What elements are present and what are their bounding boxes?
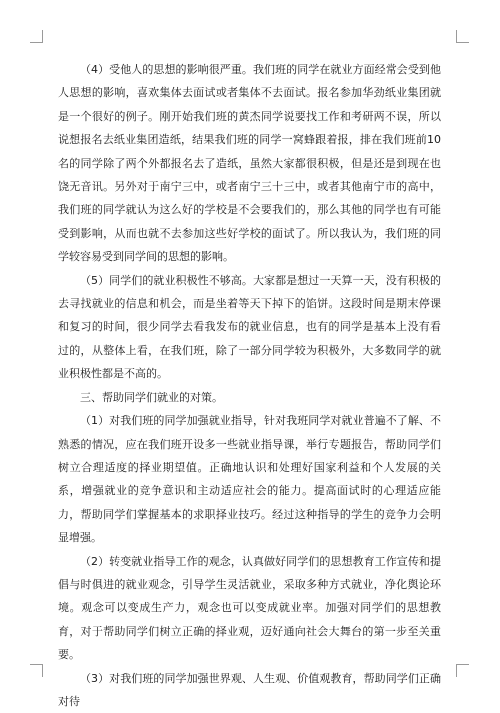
crop-mark-top-left [30, 30, 43, 43]
measure-2-mindset: （2）转变就业指导工作的观念，认真做好同学们的思想教育工作宣传和提倡与时俱进的就业观念，引导学生灵活就业，采取多种方式就业，净化舆论环境。观念可以变成生产力，观念也可以变成就业率。加强对同学们的思想教育，对于帮助同学们树立正确的择业观，迈好通向社会大舞台的第一步至关重要。 [58, 554, 441, 662]
crop-mark-bottom-right [456, 664, 469, 677]
document-body [58, 58, 441, 713]
paragraph-4-peer-influence: （4）受他人的思想的影响很严重。我们班的同学在就业方面经常会受到他人思想的影响，喜欢集体去面试或者集体不去面试。报名参加华劲纸业集团就是一个很好的例子。刚开始我们班的黄杰同学说要找工作和考研两不误，所以说想报名去纸业集团造纸，结果我们班的同学一窝蜂跟着报，排在我们班前10名的同学除了两个外都报名去了造纸，虽然大家都很积极，但是还是到现在也饶无音讯。另外对于南宁三中，或者南宁三十三中，或者其他南宁市的高中，我们班的同学就认为这么好的学校是不会要我们的，那么其他的同学也有可能受到影响，从而也就不去参加这些好学校的面试了。所以我认为，我们班的同学较容易受到同学间的思想的影响。 [58, 63, 441, 264]
measure-3-values: （3）对我们班的同学加强世界观、人生观、价值观教育，帮助同学们正确对待 [58, 671, 441, 708]
crop-mark-top-right [456, 30, 469, 43]
paragraph-5-low-initiative: （5）同学们的就业积极性不够高。大家都是想过一天算一天，没有积极的去寻找就业的信息和机会，而是坐着等天下掉下的馅饼。这段时间是期末停课和复习的时间，很少同学去看我发布的就业信息，也有的同学是基本上没有看过的，从整体上看，在我们班，除了一部分同学较为积极外，大多数同学的就业积极性都是不高的。 [58, 273, 441, 381]
crop-mark-bottom-left [30, 664, 43, 677]
measure-1-guidance: （1）对我们班的同学加强就业指导，针对我班同学对就业普遍不了解、不熟悉的情况，应在我们班开设多一些就业指导课，举行专题报告，帮助同学们树立合理适度的择业期望值。正确地认识和处理好国家利益和个人发展的关系，增强就业的竞争意识和主动适应社会的能力。提高面试时的心理适应能力，帮助同学们掌握基本的求职择业技巧。经过这种指导的学生的竞争力会明显增强。 [58, 414, 441, 545]
section-heading: 三、帮助同学们就业的对策。 [80, 390, 223, 404]
